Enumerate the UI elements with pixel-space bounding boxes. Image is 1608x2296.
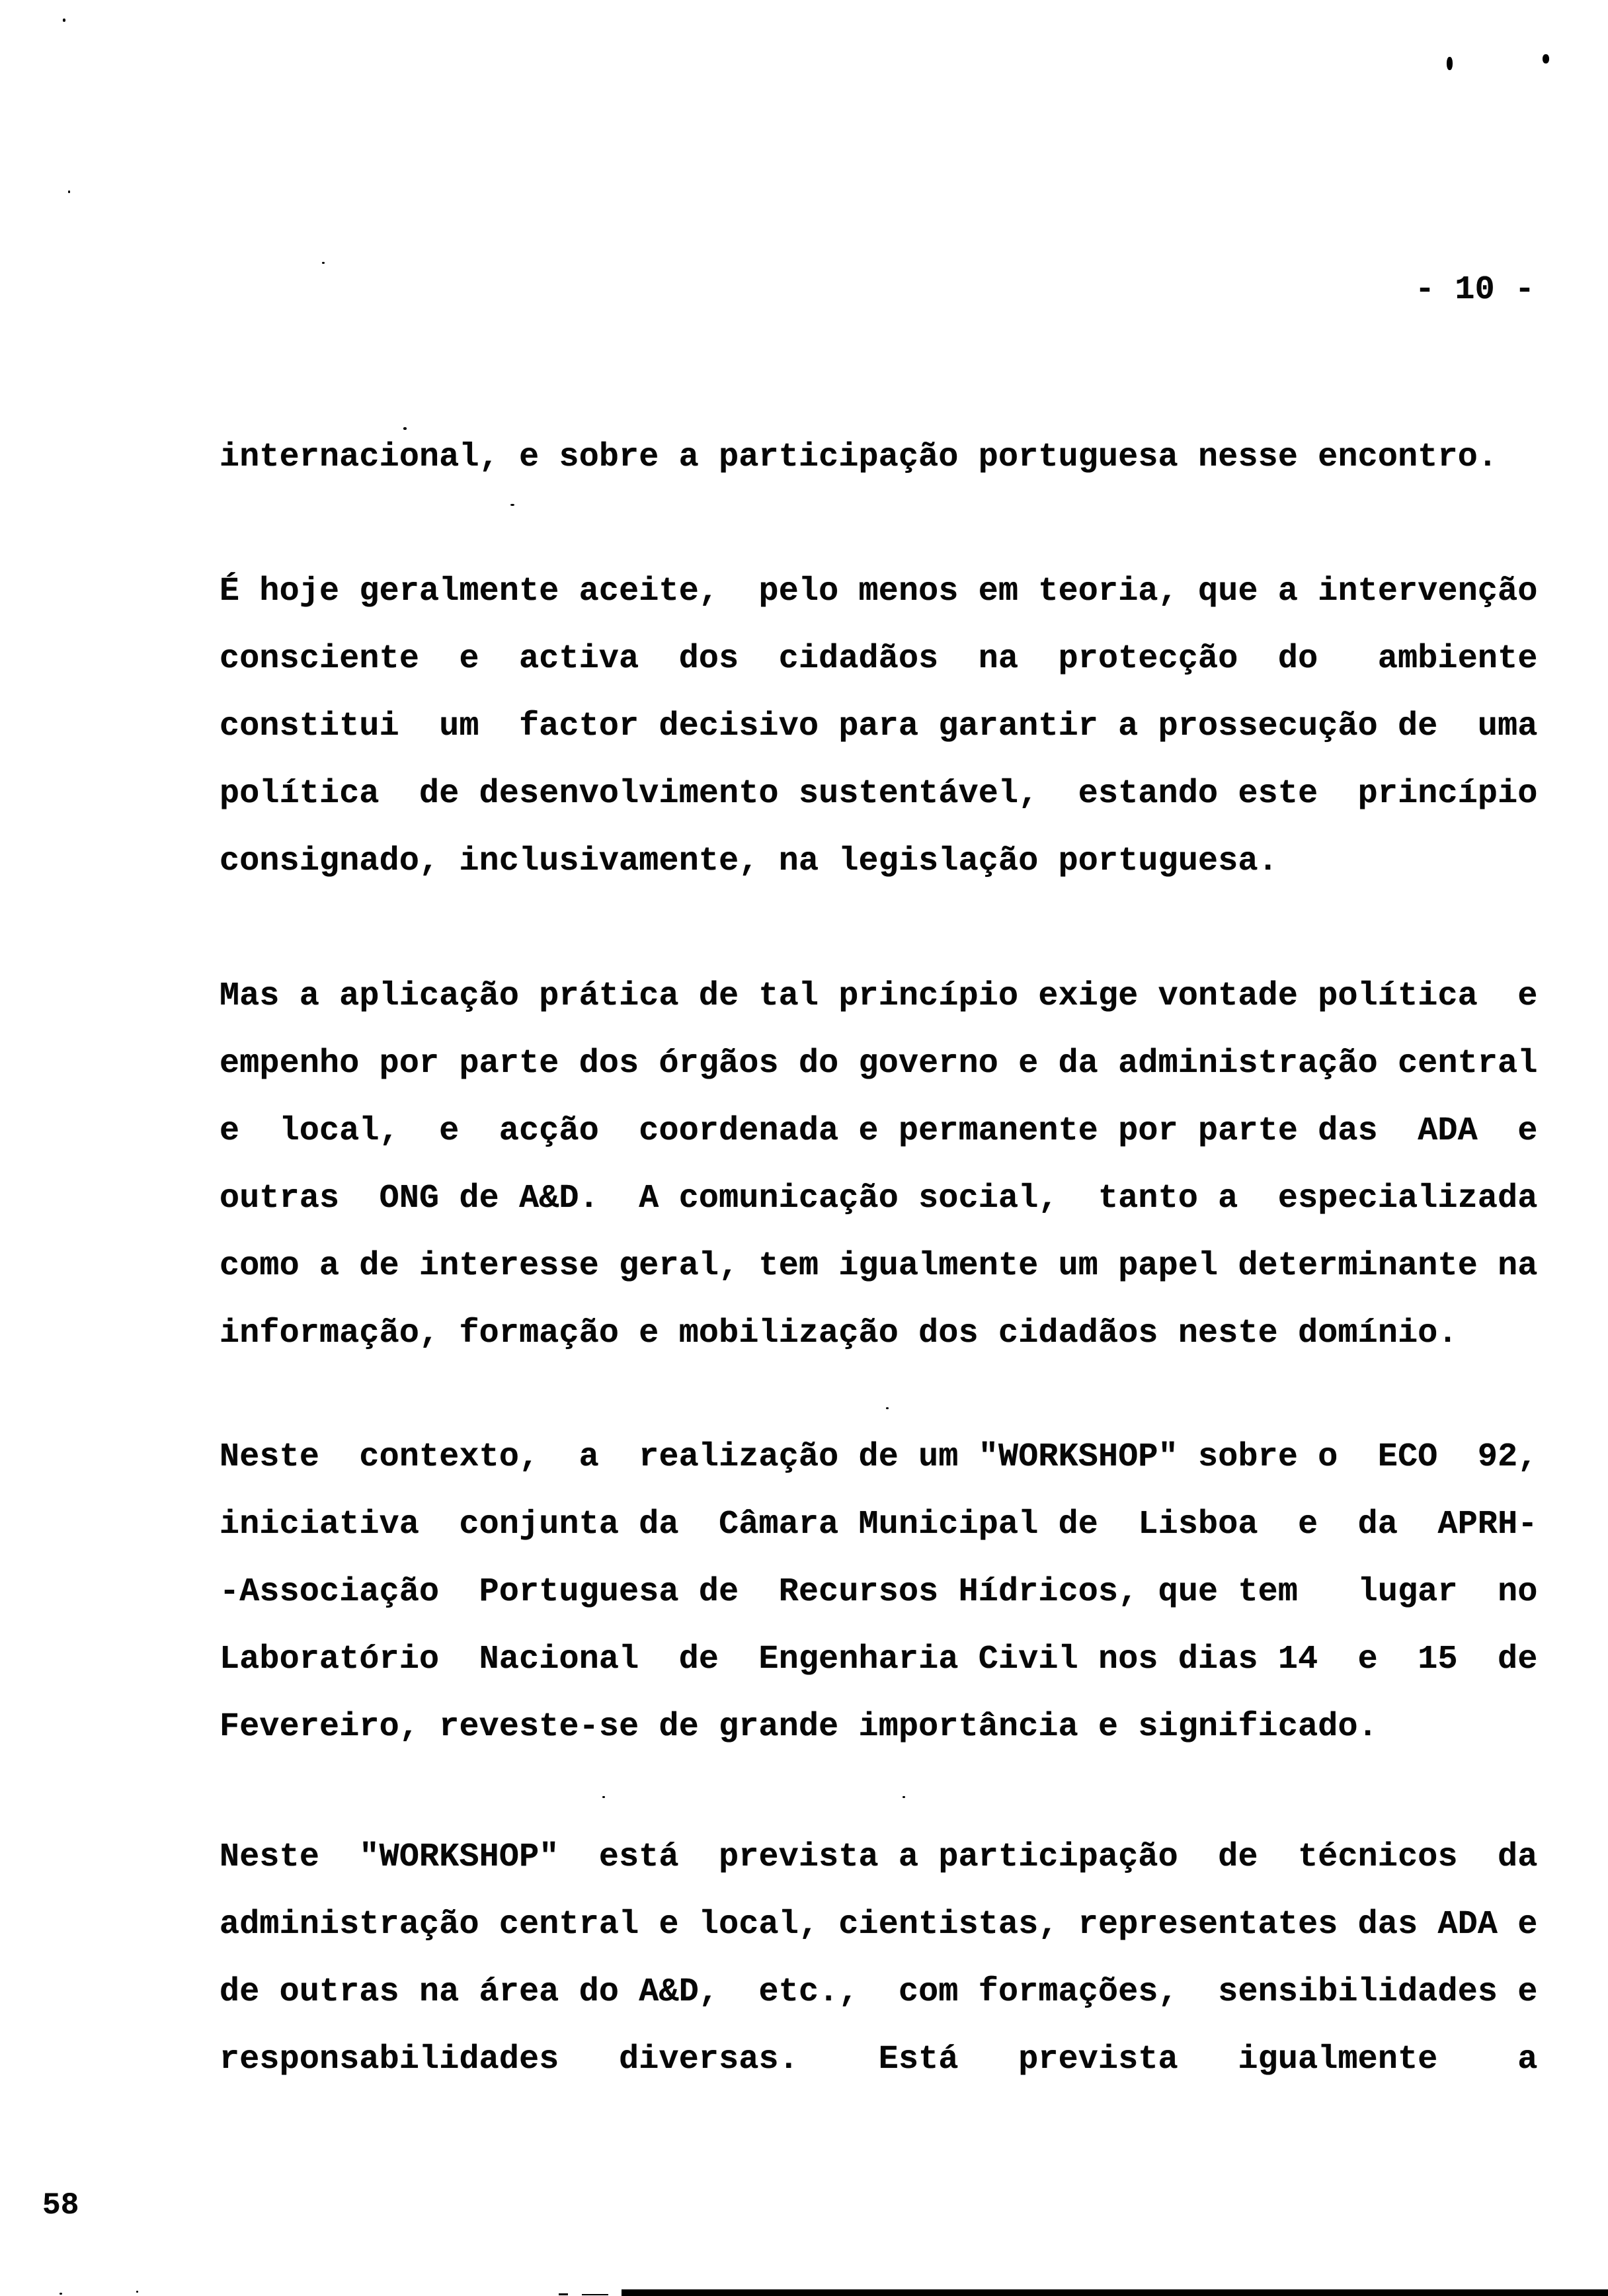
text-line: consignado, inclusivamente, na legislação portuguesa. — [220, 842, 1278, 880]
text-line: Neste "WORKSHOP" está prevista a participação de técnicos da — [220, 1838, 1538, 1876]
text-line: administração central e local, cientistas, representates das ADA e — [220, 1906, 1538, 1944]
scan-speck — [903, 1796, 905, 1798]
text-line: -Associação Portuguesa de Recursos Hídricos, que tem lugar no — [220, 1573, 1538, 1611]
text-line: e local, e acção coordenada e permanente por parte das ADA e — [220, 1112, 1538, 1150]
text-line: responsabilidades diversas. Está prevista igualmente a — [220, 2041, 1538, 2078]
text-line: como a de interesse geral, tem igualmente um papel determinante na — [220, 1247, 1538, 1285]
paragraph — [220, 963, 1538, 1368]
text-line: outras ONG de A&D. A comunicação social, tanto a especializada — [220, 1180, 1538, 1217]
scan-speck — [559, 2293, 568, 2295]
scan-speck — [510, 504, 514, 506]
text-line: constitui um factor decisivo para garantir a prossecução de uma — [220, 708, 1538, 745]
scan-speck — [136, 2291, 138, 2293]
text-line: empenho por parte dos órgãos do governo e da administração central — [220, 1045, 1538, 1083]
scan-speck — [63, 19, 65, 22]
paragraph — [220, 558, 1538, 895]
scan-speck — [68, 190, 70, 193]
text-line: política de desenvolvimento sustentável, estando este princípio — [220, 775, 1538, 813]
text-line: Fevereiro, reveste-se de grande importância e significado. — [220, 1708, 1378, 1746]
scan-speck — [582, 2294, 608, 2295]
scan-speck — [886, 1407, 889, 1409]
page-number-header: - 10 - — [1415, 271, 1535, 309]
text-line: internacional, e sobre a participação portuguesa nesse encontro. — [220, 438, 1498, 476]
paragraph — [220, 1424, 1538, 1761]
text-line: Neste contexto, a realização de um "WORKSHOP" sobre o ECO 92, — [220, 1438, 1538, 1476]
text-line: consciente e activa dos cidadãos na protecção do ambiente — [220, 640, 1538, 678]
scan-speck — [322, 262, 325, 264]
text-line: informação, formação e mobilização dos cidadãos neste domínio. — [220, 1315, 1458, 1352]
text-line: Laboratório Nacional de Engenharia Civil nos dias 14 e 15 de — [220, 1641, 1538, 1678]
text-line: de outras na área do A&D, etc., com formações, sensibilidades e — [220, 1973, 1538, 2011]
page-number-footer: 58 — [42, 2188, 79, 2223]
scan-speck — [60, 2293, 62, 2295]
scan-speck — [602, 1796, 605, 1798]
paragraph — [220, 1824, 1538, 2094]
paragraph — [220, 424, 1498, 491]
scan-speck — [1447, 57, 1453, 70]
scan-edge-bar — [622, 2289, 1608, 2296]
scan-speck — [1543, 54, 1549, 63]
text-line: iniciativa conjunta da Câmara Municipal de Lisboa e da APRH- — [220, 1506, 1538, 1543]
text-line: Mas a aplicação prática de tal princípio exige vontade política e — [220, 977, 1538, 1015]
text-line: É hoje geralmente aceite, pelo menos em teoria, que a intervenção — [220, 573, 1538, 610]
scan-speck — [403, 427, 407, 430]
